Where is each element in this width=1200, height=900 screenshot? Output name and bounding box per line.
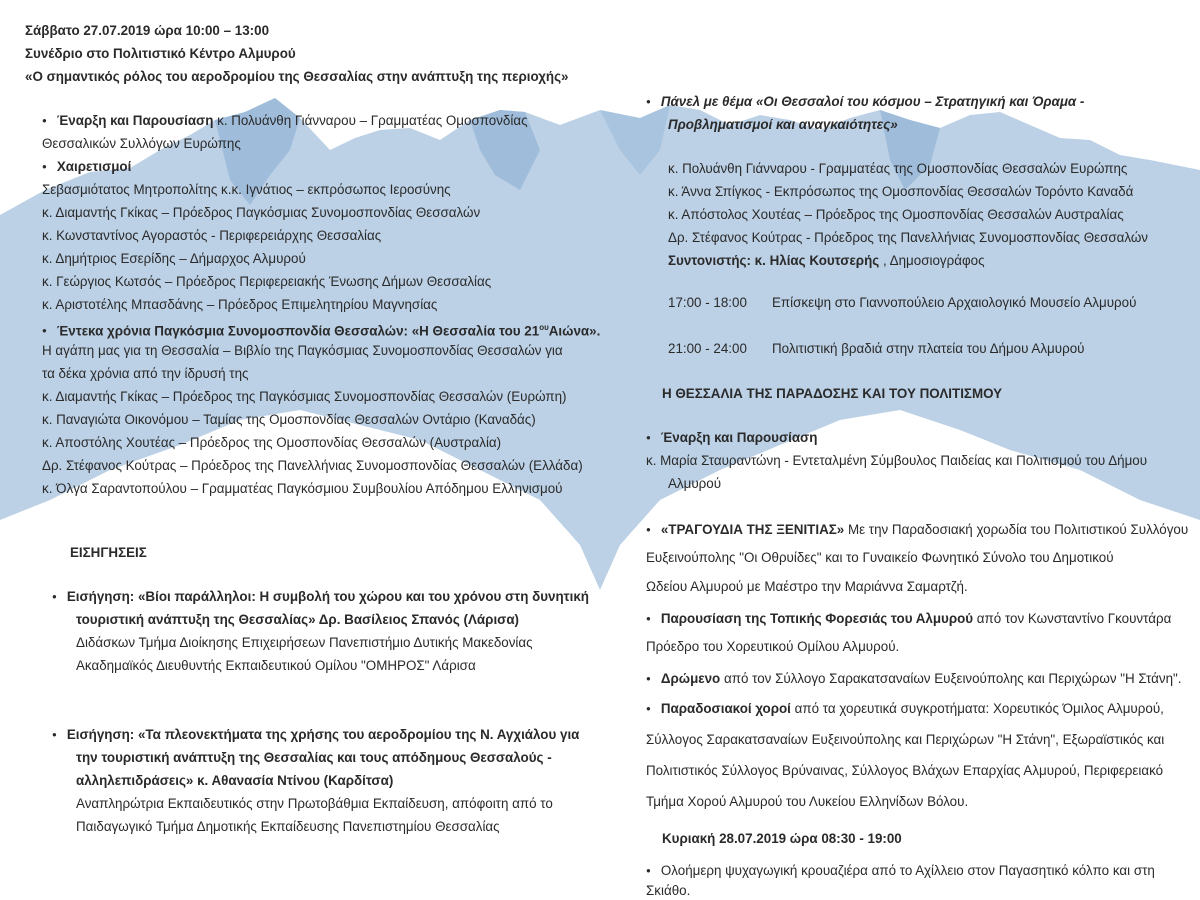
dances-text: Σύλλογος Σαρακατσαναίων Ευξεινούπολης και Περιχώρων "Η Στάνη", Εξωραϊστικός και <box>646 732 1165 747</box>
opening2-title: ● Έναρξη και Παρουσίαση <box>646 429 817 449</box>
eleven-person: Δρ. Στέφανος Κούτρας – Πρόεδρος της Πανελλήνιας Συνομοσπονδίας Θεσσαλών (Ελλάδα) <box>42 458 583 473</box>
talk2-affiliation: Αναπληρώτρια Εκπαιδευτικός στην Πρωτοβάθμια Εκπαίδευση, απόφοιτη από το <box>76 796 553 811</box>
dances-text: Πολιτιστικός Σύλλογος Βρύναινας, Σύλλογος Βλάχων Επαρχίας Αλμυρού, Περιφερειακό <box>646 763 1164 778</box>
venue-line: Συνέδριο στο Πολιτιστικό Κέντρο Αλμυρού <box>25 46 296 61</box>
panel-person: κ. Απόστολος Χουτέας – Πρόεδρος της Ομοσπονδίας Θεσσαλών Αυστραλίας <box>668 207 1124 222</box>
opening-text: κ. Πολυάνθη Γιάνναρου – Γραμματέας Ομοσπονδίας <box>213 113 528 128</box>
eleven-years-desc: Η αγάπη μας για τη Θεσσαλία – Βιβλίο της Παγκόσμιας Συνομοσπονδίας Θεσσαλών για <box>42 343 563 358</box>
songs-text: Ωδείου Αλμυρού με Μαέστρο την Μαριάννα Σαμαρτζή. <box>646 579 968 594</box>
opening-item <box>42 112 528 132</box>
talk2-speaker: αλληλεπιδράσεις» κ. Αθανασία Ντίνου (Καρδίτσα) <box>76 773 394 788</box>
theme-line: «Ο σημαντικός ρόλος του αεροδρομίου της Θεσσαλίας στην ανάπτυξη της περιοχής» <box>25 69 569 84</box>
panel-person: κ. Πολυάνθη Γιάνναρου - Γραμματέας της Ομοσπονδίας Θεσσαλών Ευρώπης <box>668 161 1128 176</box>
opening-title: Έναρξη και Παρουσίαση <box>56 113 214 128</box>
talk1-affiliation: Ακαδημαϊκός Διευθυντής Εκπαιδευτικού Ομίλου "ΟΜΗΡΟΣ" Λάρισα <box>76 658 476 673</box>
greeting-item: κ. Δημήτριος Εσερίδης – Δήμαρχος Αλμυρού <box>42 251 306 266</box>
opening2-text-cont: Αλμυρού <box>668 476 722 491</box>
cruise-item: ● Ολοήμερη ψυχαγωγική κρουαζιέρα από το Αχίλλειο στον Παγασητικό κόλπο και στη <box>646 862 1155 882</box>
talk2-title-cont: την τουριστική ανάπτυξη της Θεσσαλίας και τους απόδημους Θεσσαλούς - <box>76 750 552 765</box>
eleven-person: κ. Όλγα Σαραντοπούλου – Γραμματέας Παγκόσμιου Συμβουλίου Απόδημου Ελληνισμού <box>42 481 563 496</box>
eleven-years-title: ● Έντεκα χρόνια Παγκόσμια Συνομοσπονδία Θεσσαλών: «Η Θεσσαλία του $21^{o\upsilon}A\iota ώ\nu\alpha$». <box>42 319 600 342</box>
sunday-line: Κυριακή 28.07.2019 ώρα 08:30 - 19:00 <box>662 831 902 846</box>
schedule-time: 17:00 - 18:00 <box>668 295 747 310</box>
eleven-person: κ. Παναγιώτα Οικονόμου – Ταμίας της Ομοσπονδίας Θεσσαλών Οντάριο (Καναδάς) <box>42 412 536 427</box>
opening-cont: Θεσσαλικών Συλλόγων Ευρώπης <box>42 136 241 151</box>
schedule-event: Πολιτιστική βραδιά στην πλατεία του Δήμου Αλμυρού <box>772 341 1085 356</box>
talk1-speaker: τουριστική ανάπτυξη της Θεσσαλίας» Δρ. Βασίλειος Σπανός (Λάρισα) <box>76 612 520 627</box>
schedule-time: 21:00 - 24:00 <box>668 341 747 356</box>
eleven-years-desc: τα δέκα χρόνια από την ίδρυσή της <box>42 366 249 381</box>
costume-item: ● Παρουσίαση της Τοπικής Φορεσιάς του Αλμυρού από τον Κωνσταντίνο Γκουντάρα <box>646 610 1171 630</box>
panel-title: ● Πάνελ με θέμα «Οι Θεσσαλοί του κόσμου – Στρατηγική και Όραμα - <box>646 93 1084 113</box>
coordinator-line: Συντονιστής: κ. Ηλίας Κουτσερής , Δημοσιογράφος <box>668 253 985 268</box>
proposals-heading: ΕΙΣΗΓΗΣΕΙΣ <box>70 545 147 560</box>
tradition-heading: Η ΘΕΣΣΑΛΙΑ ΤΗΣ ΠΑΡΑΔΟΣΗΣ ΚΑΙ ΤΟΥ ΠΟΛΙΤΙΣΜΟΥ <box>662 386 1003 401</box>
panel-person: Δρ. Στέφανος Κούτρας - Πρόεδρος της Πανελλήνιας Συνομοσπονδίας Θεσσαλών <box>668 230 1148 245</box>
talk2-title: ● Εισήγηση: «Τα πλεονεκτήματα της χρήσης του αεροδρομίου της Ν. Αγχιάλου για <box>52 726 579 746</box>
greeting-item: κ. Αριστοτέλης Μπασδάνης – Πρόεδρος Επιμελητηρίου Μαγνησίας <box>42 297 438 312</box>
songs-text: Ευξεινούπολης "Οι Οθρυίδες" και το Γυναικείο Φωνητικό Σύνολο του Δημοτικού <box>646 550 1114 565</box>
opening2-text: κ. Μαρία Σταυραντώνη - Εντεταλμένη Σύμβουλος Παιδείας και Πολιτισμού του Δήμου <box>646 453 1148 468</box>
panel-title-cont: Προβληματισμοί και αναγκαιότητες» <box>668 117 898 132</box>
greeting-item: κ. Διαμαντής Γκίκας – Πρόεδρος Παγκόσμιας Συνομοσπονδίας Θεσσαλών <box>42 205 481 220</box>
songs-item: ● «ΤΡΑΓΟΥΔΙΑ ΤΗΣ ΞΕΝΙΤΙΑΣ» Με την Παραδοσιακή χορωδία του Πολιτιστικού Συλλόγου <box>646 521 1188 541</box>
eleven-person: κ. Διαμαντής Γκίκας – Πρόεδρος της Παγκόσμιας Συνομοσπονδίας Θεσσαλών (Ευρώπη) <box>42 389 567 404</box>
costume-text: Πρόεδρο του Χορευτικού Ομίλου Αλμυρού. <box>646 639 900 654</box>
greeting-item: Σεβασμιότατος Μητροπολίτης κ.κ. Ιγνάτιος – εκπρόσωπος Ιεροσύνης <box>42 182 451 197</box>
panel-person: κ. Άννα Σπίγκος - Εκπρόσωπος της Ομοσπονδίας Θεσσαλών Τορόντο Καναδά <box>668 184 1134 199</box>
eleven-person: κ. Αποστόλης Χουτέας – Πρόεδρος της Ομοσπονδίας Θεσσαλών (Αυστραλία) <box>42 435 502 450</box>
date-line: Σάββατο 27.07.2019 ώρα 10:00 – 13:00 <box>25 23 270 38</box>
greeting-item: κ. Κωνσταντίνος Αγοραστός - Περιφερειάρχης Θεσσαλίας <box>42 228 382 243</box>
cruise-text: Σκιάθο. <box>646 883 691 898</box>
talk2-affiliation: Παιδαγωγικό Τμήμα Δημοτικής Εκπαίδευσης Πανεπιστημίου Θεσσαλίας <box>76 819 500 834</box>
talk1-affiliation: Διδάσκων Τμήμα Διοίκησης Επιχειρήσεων Πανεπιστήμιο Δυτικής Μακεδονίας <box>76 635 533 650</box>
schedule-event: Επίσκεψη στο Γιαννοπούλειο Αρχαιολογικό Μουσείο Αλμυρού <box>772 295 1137 310</box>
dromeno-item: ● Δρώμενο από τον Σύλλογο Σαρακατσαναίων Ευξεινούπολης και Περιχώρων "Η Στάνη". <box>646 670 1182 690</box>
greetings-title: ● Χαιρετισμοί <box>42 158 131 178</box>
talk1-title: ● Εισήγηση: «Βίοι παράλληλοι: Η συμβολή του χώρου και του χρόνου στη δυνητική <box>52 588 589 608</box>
greeting-item: κ. Γεώργιος Κωτσός – Πρόεδρος Περιφερειακής Ένωσης Δήμων Θεσσαλίας <box>42 274 492 289</box>
dances-text: Τμήμα Χορού Αλμυρού του Λυκείου Ελληνίδων Βόλου. <box>646 794 969 809</box>
dances-item: ● Παραδοσιακοί χοροί από τα χορευτικά συγκροτήματα: Χορευτικός Όμιλος Αλμυρού, <box>646 700 1164 720</box>
